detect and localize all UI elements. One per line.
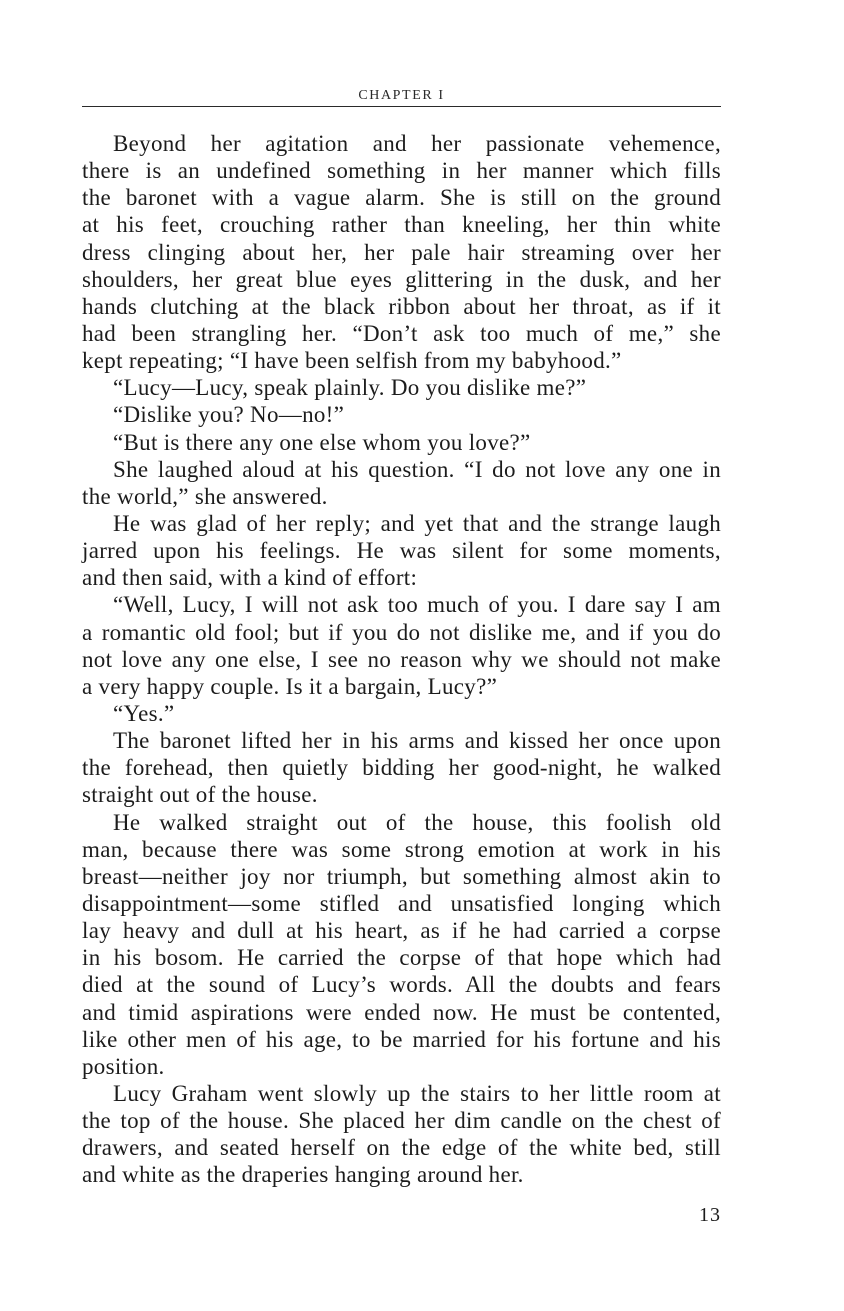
text-line: dress clinging about her, her pale hair streaming over her <box>82 239 721 265</box>
text-line: breast—neither joy nor triumph, but something almost akin to <box>82 863 721 889</box>
text-line: position. <box>82 1053 165 1079</box>
text-line: the baronet with a vague alarm. She is still on the ground <box>82 185 721 211</box>
text-line: and white as the draperies hanging around her. <box>82 1162 524 1188</box>
text-line: and then said, with a kind of effort: <box>82 565 418 591</box>
paragraph <box>82 429 721 456</box>
paragraph <box>82 1080 721 1189</box>
text-line: “Dislike you? No—no!” <box>113 402 345 428</box>
paragraph <box>82 809 721 1080</box>
text-line: the world,” she answered. <box>82 483 328 509</box>
paragraph <box>82 456 721 510</box>
paragraph <box>82 130 721 374</box>
text-line: hands clutching at the black ribbon about her throat, as if it <box>82 293 721 319</box>
text-line: He walked straight out of the house, this foolish old <box>113 809 721 835</box>
text-line: the forehead, then quietly bidding her good-night, he walked <box>82 755 721 781</box>
text-line: She laughed aloud at his question. “I do not love any one in <box>113 456 721 482</box>
text-line: disappointment—some stifled and unsatisfied longing which <box>82 890 721 916</box>
text-line: jarred upon his feelings. He was silent for some moments, <box>82 538 721 564</box>
text-line: a very happy couple. Is it a bargain, Lucy?” <box>82 673 498 699</box>
text-line: man, because there was some strong emotion at work in his <box>82 836 721 862</box>
text-line: not love any one else, I see no reason why we should not make <box>82 646 721 672</box>
text-line: a romantic old fool; but if you do not dislike me, and if you do <box>82 619 721 645</box>
paragraph <box>82 401 721 428</box>
paragraph <box>82 510 721 591</box>
text-line: had been strangling her. “Don’t ask too much of me,” she <box>82 320 721 346</box>
header-rule <box>82 106 721 107</box>
text-line: He was glad of her reply; and yet that and the strange laugh <box>113 510 721 536</box>
text-line: “Well, Lucy, I will not ask too much of you. I dare say I am <box>113 592 721 618</box>
text-line: the top of the house. She placed her dim candle on the chest of <box>82 1108 721 1134</box>
text-line: and timid aspirations were ended now. He must be contented, <box>82 999 721 1025</box>
text-line: Lucy Graham went slowly up the stairs to her little room at <box>113 1080 721 1106</box>
paragraph <box>82 727 721 808</box>
page-number: 13 <box>699 1204 721 1226</box>
text-line: died at the sound of Lucy’s words. All the doubts and fears <box>82 972 721 998</box>
text-line: like other men of his age, to be married for his fortune and his <box>82 1026 721 1052</box>
text-line: “But is there any one else whom you love?” <box>113 429 531 455</box>
text-line: “Yes.” <box>113 700 175 726</box>
paragraph <box>82 374 721 401</box>
text-line: drawers, and seated herself on the edge of the white bed, still <box>82 1135 721 1161</box>
text-line: Beyond her agitation and her passionate vehemence, <box>113 131 721 156</box>
text-line: at his feet, crouching rather than kneeling, her thin white <box>82 212 721 238</box>
body-text <box>82 130 721 1188</box>
text-line: The baronet lifted her in his arms and kissed her once upon <box>113 728 721 754</box>
text-line: there is an undefined something in her manner which fills <box>82 158 721 184</box>
text-line: lay heavy and dull at his heart, as if he had carried a corpse <box>82 918 721 944</box>
text-line: “Lucy—Lucy, speak plainly. Do you dislike me?” <box>113 375 587 401</box>
text-line: shoulders, her great blue eyes glittering in the dusk, and her <box>82 266 721 292</box>
chapter-title: CHAPTER I <box>358 88 445 103</box>
paragraph <box>82 700 721 727</box>
text-line: kept repeating; “I have been selfish from my babyhood.” <box>82 348 622 374</box>
text-line: straight out of the house. <box>82 782 318 808</box>
text-line: in his bosom. He carried the corpse of that hope which had <box>82 945 721 971</box>
running-head <box>82 86 721 106</box>
paragraph <box>82 591 721 700</box>
